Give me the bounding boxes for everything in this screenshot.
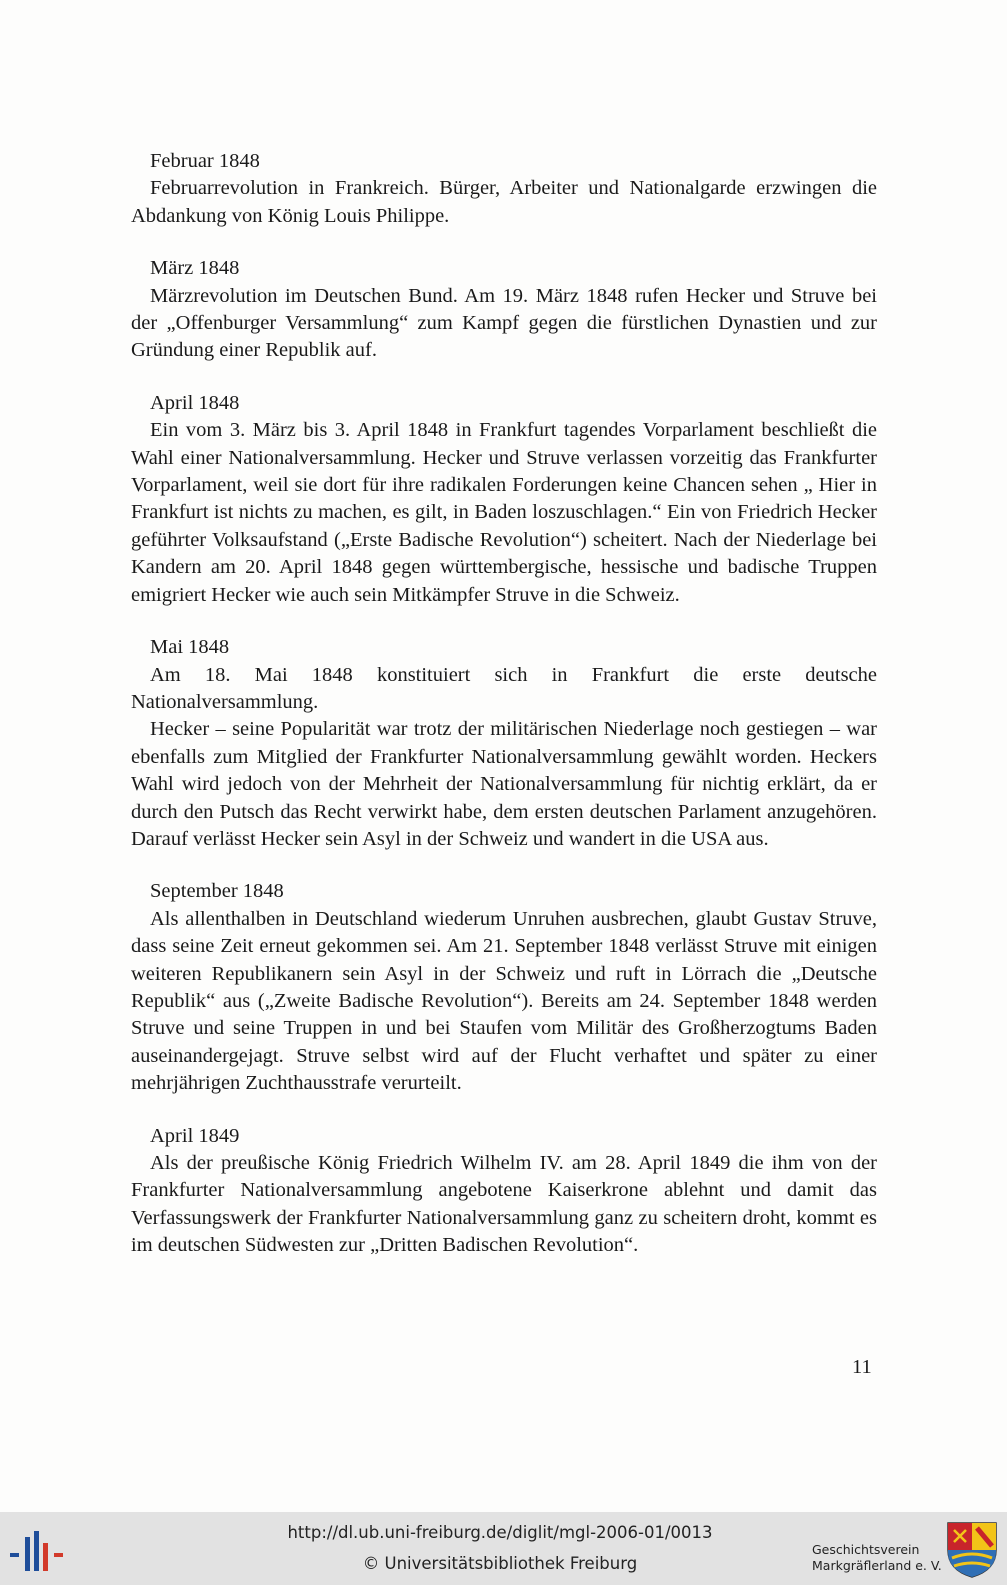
section-heading: April 1849	[150, 1124, 240, 1147]
footer-bar	[0, 1512, 1007, 1585]
section-februar-1848	[131, 148, 877, 230]
page-number: 11	[852, 1356, 872, 1378]
section-september-1848	[131, 878, 877, 1097]
library-logo-icon[interactable]	[8, 1529, 66, 1573]
section-heading: April 1848	[150, 391, 240, 414]
body-text	[131, 148, 877, 1285]
section-paragraph: Als allenthalben in Deutschland wiederum Unruhen ausbrechen, glaubt Gustav Struve, dass seine Zeit erneut gekommen sei. Am 21. September 1848 verlässt Struve mit einigen weiteren Republikanern sein Asyl in der Schweiz und ruft in Lörrach die „Deutsche Republik“ aus („Zweite Badische Revolution“). Bereits am 24. September 1848 werden Struve und seine Truppen in und bei Staufen vom Militär des Großherzogtums Baden auseinandergejagt. Struve selbst wird auf der Flucht verhaftet und später zu einer mehrjährigen Zuchthausstrafe verurteilt.	[131, 907, 877, 1095]
section-heading: Februar 1848	[150, 150, 260, 172]
section-april-1849	[131, 1123, 877, 1260]
section-paragraph: Märzrevolution im Deutschen Bund. Am 19. März 1848 rufen Hecker und Struve bei der „Offenburger Versammlung“ zum Kampf gegen die fürstlichen Dynastien und zur Gründung einer Republik auf.	[131, 284, 877, 362]
footer-copyright: © Universitätsbibliothek Freiburg	[362, 1554, 638, 1573]
footer-organization	[812, 1542, 942, 1574]
section-heading: September 1848	[150, 880, 284, 903]
section-paragraph: Ein vom 3. März bis 3. April 1848 in Frankfurt tagendes Vorparlament beschließt die Wahl einer Nationalversammlung. Hecker und Struve verlassen vorzeitig das Frankfurter Vorparlament, weil sie dort für ihre radikalen Forderungen keine Chancen sehen „ Hier in Frankfurt ist nichts zu machen, es gilt, in Baden loszuschlagen.“ Ein von Friedrich Hecker geführter Volksaufstand („Erste Badische Revolution“) scheitert. Nach der Niederlage bei Kandern am 20. April 1848 gegen württembergische, hessische und badische Truppen emigriert Hecker wie auch sein Mitkämpfer Struve in die Schweiz.	[131, 419, 877, 606]
org-name-line1: Geschichtsverein	[812, 1542, 920, 1557]
section-heading: Mai 1848	[150, 636, 230, 659]
org-name-line2: Markgräflerland e. V.	[812, 1558, 942, 1573]
section-mai-1848	[131, 634, 877, 853]
section-paragraph: Februarrevolution in Frankreich. Bürger, Arbeiter und Nationalgarde erzwingen die Abdankung von König Louis Philippe.	[131, 177, 877, 227]
section-heading: März 1848	[150, 257, 240, 280]
section-april-1848	[131, 390, 877, 609]
section-paragraph: Am 18. Mai 1848 konstituiert sich in Frankfurt die erste deutsche Nationalversammlung.	[131, 663, 877, 713]
section-maerz-1848	[131, 255, 877, 365]
section-paragraph: Als der preußische König Friedrich Wilhelm IV. am 28. April 1849 die ihm von der Frankfurter Nationalversammlung angebotene Kaiserkrone ablehnt und damit das Verfassungswerk der Frankfurter Nationalversammlung ganz zu scheitern droht, kommt es im deutschen Südwesten zur „Dritten Badischen Revolution“.	[131, 1152, 877, 1257]
section-paragraph: Hecker – seine Popularität war trotz der militärischen Niederlage noch gestiegen – war ebenfalls zum Mitglied der Frankfurter Nationalversammlung gewählt worden. Heckers Wahl wird jedoch von der Mehrheit der Nationalversammlung für nichtig erklärt, da er durch den Putsch das Recht verwirkt habe, dem ersten deutschen Parlament anzugehören. Darauf verlässt Hecker sein Asyl in der Schweiz und wandert in die USA aus.	[131, 718, 877, 850]
footer-url-link[interactable]: http://dl.ub.uni-freiburg.de/diglit/mgl-2006-01/0013	[287, 1523, 713, 1542]
coat-of-arms-icon[interactable]	[944, 1520, 1000, 1580]
